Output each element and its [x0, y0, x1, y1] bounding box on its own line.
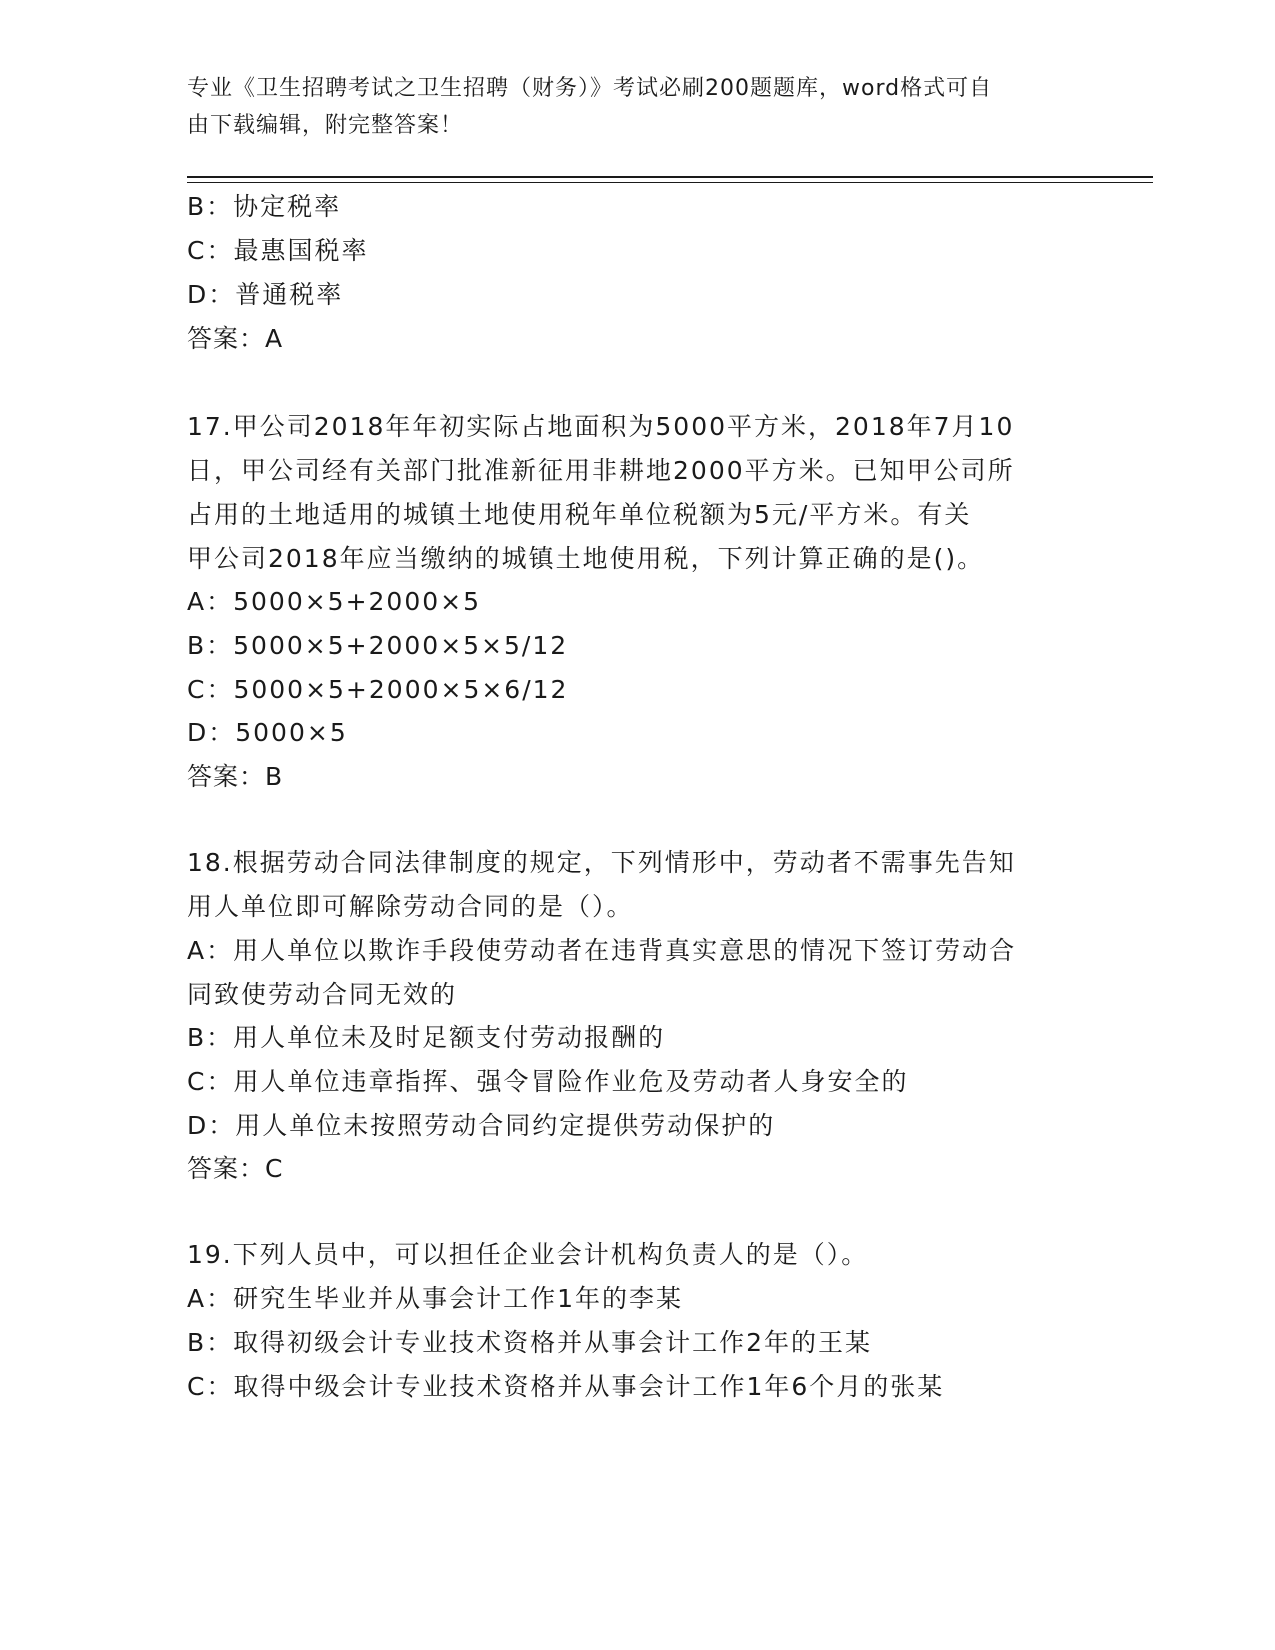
- document-header: [187, 70, 1067, 144]
- header-divider-thin: [187, 182, 1153, 183]
- option-line: D：普通税率: [187, 280, 344, 309]
- option-line: B：5000×5+2000×5×5/12: [187, 631, 569, 660]
- option-line: C：最惠国税率: [187, 236, 369, 265]
- header-divider-thick: [187, 176, 1153, 178]
- option-line: A：用人单位以欺诈手段使劳动者在违背真实意思的情况下签订劳动合: [187, 936, 1017, 965]
- option-line: C：用人单位违章指挥、强令冒险作业危及劳动者人身安全的: [187, 1067, 909, 1096]
- option-line: D：用人单位未按照劳动合同约定提供劳动保护的: [187, 1111, 776, 1140]
- question-line: 19.下列人员中，可以担任企业会计机构负责人的是（）。: [187, 1240, 869, 1269]
- option-line: B：用人单位未及时足额支付劳动报酬的: [187, 1023, 666, 1052]
- header-line-2: 由下载编辑，附完整答案！: [187, 113, 464, 138]
- option-line: B：协定税率: [187, 192, 342, 221]
- answer-line: 答案：C: [187, 1154, 284, 1183]
- question-line: 日，甲公司经有关部门批准新征用非耕地2000平方米。已知甲公司所: [187, 456, 1015, 485]
- option-line: A：研究生毕业并从事会计工作1年的李某: [187, 1284, 684, 1313]
- question-line: 占用的土地适用的城镇土地使用税年单位税额为5元/平方米。有关: [187, 500, 972, 529]
- option-line: C：5000×5+2000×5×6/12: [187, 675, 569, 704]
- option-line: C：取得中级会计专业技术资格并从事会计工作1年6个月的张某: [187, 1372, 945, 1401]
- answer-line: 答案：A: [187, 324, 284, 353]
- option-line: D：5000×5: [187, 718, 348, 747]
- answer-line: 答案：B: [187, 762, 284, 791]
- header-line-1: 专业《卫生招聘考试之卫生招聘（财务）》考试必刷200题题库，word格式可自: [187, 76, 993, 101]
- question-line: 用人单位即可解除劳动合同的是（）。: [187, 892, 634, 921]
- question-line: 甲公司2018年应当缴纳的城镇土地使用税，下列计算正确的是()。: [187, 544, 985, 573]
- question-line: 18.根据劳动合同法律制度的规定，下列情形中，劳动者不需事先告知: [187, 848, 1016, 877]
- question-line: 17.甲公司2018年年初实际占地面积为5000平方米，2018年7月10: [187, 412, 1015, 441]
- option-line: B：取得初级会计专业技术资格并从事会计工作2年的王某: [187, 1328, 873, 1357]
- option-line: A：5000×5+2000×5: [187, 587, 482, 616]
- option-line: 同致使劳动合同无效的: [187, 980, 458, 1009]
